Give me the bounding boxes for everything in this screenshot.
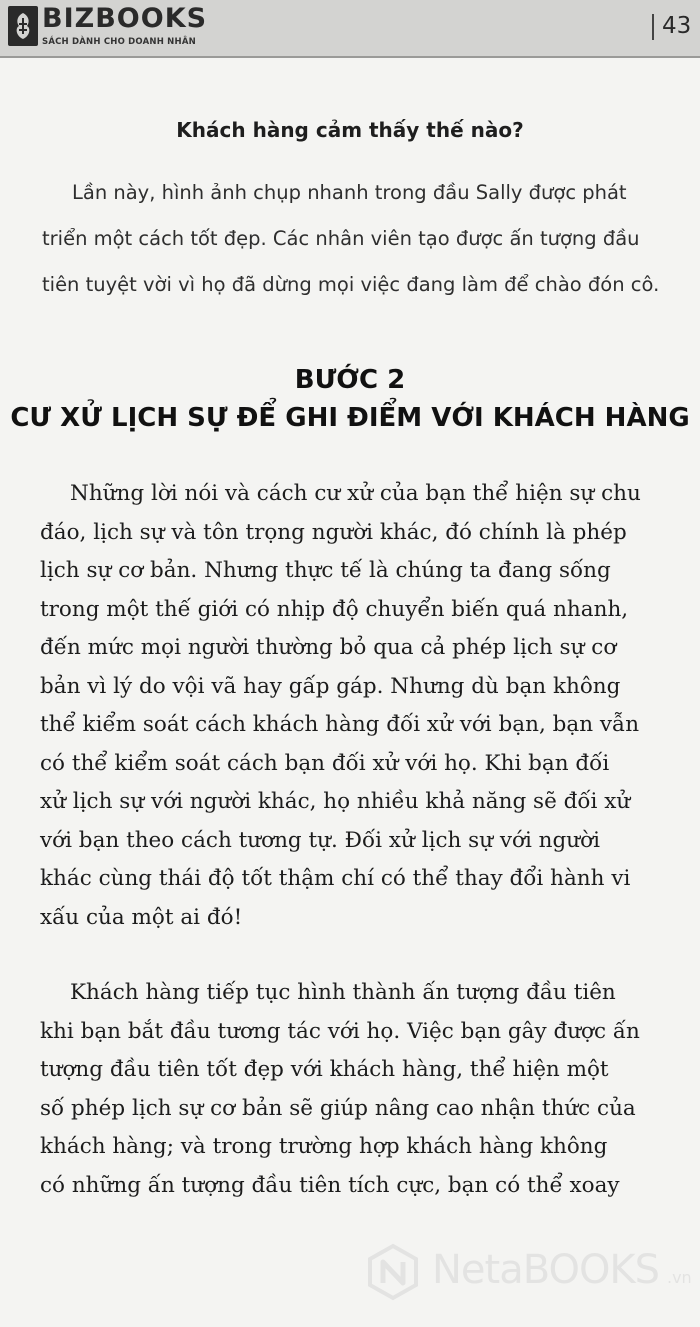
paragraph-line: bản vì lý do vội vã hay gấp gáp. Nhưng dù bạn không [40,673,621,699]
header-divider [0,56,700,58]
page-header [0,0,700,58]
paragraph-line: khác cùng thái độ tốt thậm chí có thể thay đổi hành vi [40,866,631,891]
paragraph-line: Những lời nói và cách cư xử của bạn thể hiện sự chu [70,481,641,506]
netabooks-logo-icon [364,1243,422,1301]
page-number-divider [652,14,654,40]
watermark-suffix: .vn [667,1268,692,1287]
netabooks-watermark [364,1243,694,1303]
paragraph-line: khi bạn bắt đầu tương tác với họ. Việc bạn gây được ấn [40,1018,640,1044]
step-title: CƯ XỬ LỊCH SỰ ĐỂ GHI ĐIỂM VỚI KHÁCH HÀNG [10,403,690,433]
paragraph-line: Khách hàng tiếp tục hình thành ấn tượng đầu tiên [70,980,616,1005]
paragraph-line: số phép lịch sự cơ bản sẽ giúp nâng cao nhận thức của [40,1095,636,1121]
paragraph-line: đến mức mọi người thường bỏ qua cả phép lịch sự cơ [40,635,617,660]
watermark-brand: NetaBOOKS [432,1247,660,1293]
paragraph-line: khách hàng; và trong trường hợp khách hàng không [40,1134,608,1159]
brand-name: BIZBOOKS [42,3,208,34]
paragraph-line: tượng đầu tiên tốt đẹp với khách hàng, thể hiện một [40,1057,609,1082]
intro-line: tiên tuyệt vời vì họ đã dừng mọi việc đang làm để chào đón cô. [42,273,660,296]
step-heading [0,361,700,437]
paragraph-line: trong một thế giới có nhịp độ chuyển biến quá nhanh, [40,596,629,622]
intro-paragraph [42,170,660,308]
bizbooks-logo-icon [8,6,38,46]
body-paragraph-2 [40,974,658,1205]
page-number: 43 [662,13,692,39]
intro-line: triển một cách tốt đẹp. Các nhân viên tạo được ấn tượng đầu [42,227,640,250]
paragraph-line: thể kiểm soát cách khách hàng đối xử với bạn, bạn vẫn [40,712,640,737]
intro-line: Lần này, hình ảnh chụp nhanh trong đầu Sally được phát [72,181,627,204]
paragraph-line: lịch sự cơ bản. Nhưng thực tế là chúng ta đang sống [40,558,611,583]
paragraph-line: có thể kiểm soát cách bạn đối xử với họ. Khi bạn đối [40,750,610,776]
step-number: BƯỚC 2 [294,365,406,395]
paragraph-line: xử lịch sự với người khác, họ nhiều khả năng sẽ đối xử [40,789,631,814]
paragraph-line: đáo, lịch sự và tôn trọng người khác, đó chính là phép [40,519,627,545]
paragraph-line: xấu của một ai đó! [40,904,243,930]
brand-tagline: SÁCH DÀNH CHO DOANH NHÂN [42,37,196,47]
section-subheading: Khách hàng cảm thấy thế nào? [176,118,524,142]
paragraph-line: có những ấn tượng đầu tiên tích cực, bạn có thể xoay [40,1172,620,1198]
body-paragraph-1 [40,475,658,937]
paragraph-line: với bạn theo cách tương tự. Đối xử lịch sự với người [40,827,600,853]
